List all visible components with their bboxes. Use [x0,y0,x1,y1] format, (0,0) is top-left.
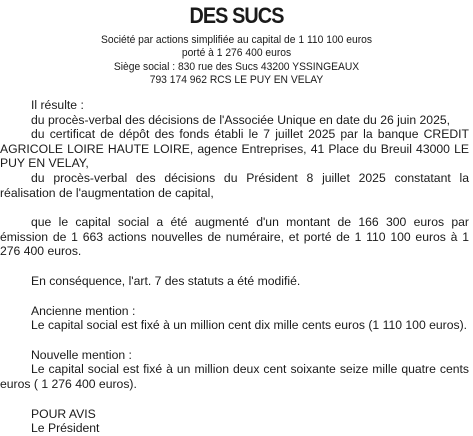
capital-line: Société par actions simplifiée au capital de 1 110 100 euros [100,34,372,46]
signature-text: Le Président [31,421,100,436]
item-president-decision: du procès-verbal des décisions du Président 8 juillet 2025 constatant la réalisation de l'augmentation de capital, [0,170,469,200]
company-name: DES SUCS [189,3,284,28]
capital-raised-line: porté à 1 276 400 euros [181,47,292,60]
consequence-text: En conséquence, l'art. 7 des statuts a été modifié. [31,273,301,288]
new-mention-label: Nouvelle mention : [31,347,132,362]
intro-text: Il résulte : [31,98,84,112]
new-mention-text: Le capital social est fixé à un million deux cent soixante seize mille quatre cents euros ( 1 276 400 euros). [0,362,469,391]
item-capital-increase: que le capital social a été augmenté d'un montant de 166 300 euros par émission de 1 663 actions nouvelles de numéraire, et porté de 1 110 100 euros à 1 276 400 euros. [0,215,469,259]
registered-office-line: Siège social : 830 rue des Sucs 43200 YSSINGEAUX [113,60,360,73]
old-mention-label: Ancienne mention : [31,303,136,318]
company-header [19,34,454,88]
item-associate-decision: du procès-verbal des décisions de l'Associée Unique en date du 26 juin 2025, [31,112,451,127]
closing-text: POUR AVIS [31,406,96,421]
rcs-line: 793 174 962 RCS LE PUY EN VELAY [149,74,324,87]
old-mention-text: Le capital social est fixé à un million cent dix mille cents euros (1 110 100 euros). [31,318,468,333]
item-deposit-certificate: du certificat de dépôt des fonds établi le 7 juillet 2025 par la banque CREDIT AGRICOLE LOIRE HAUTE LOIRE, agence Entreprises, 41 Place du Breuil 43000 LE PUY EN VELAY, [0,127,469,171]
notice-body [0,98,469,436]
